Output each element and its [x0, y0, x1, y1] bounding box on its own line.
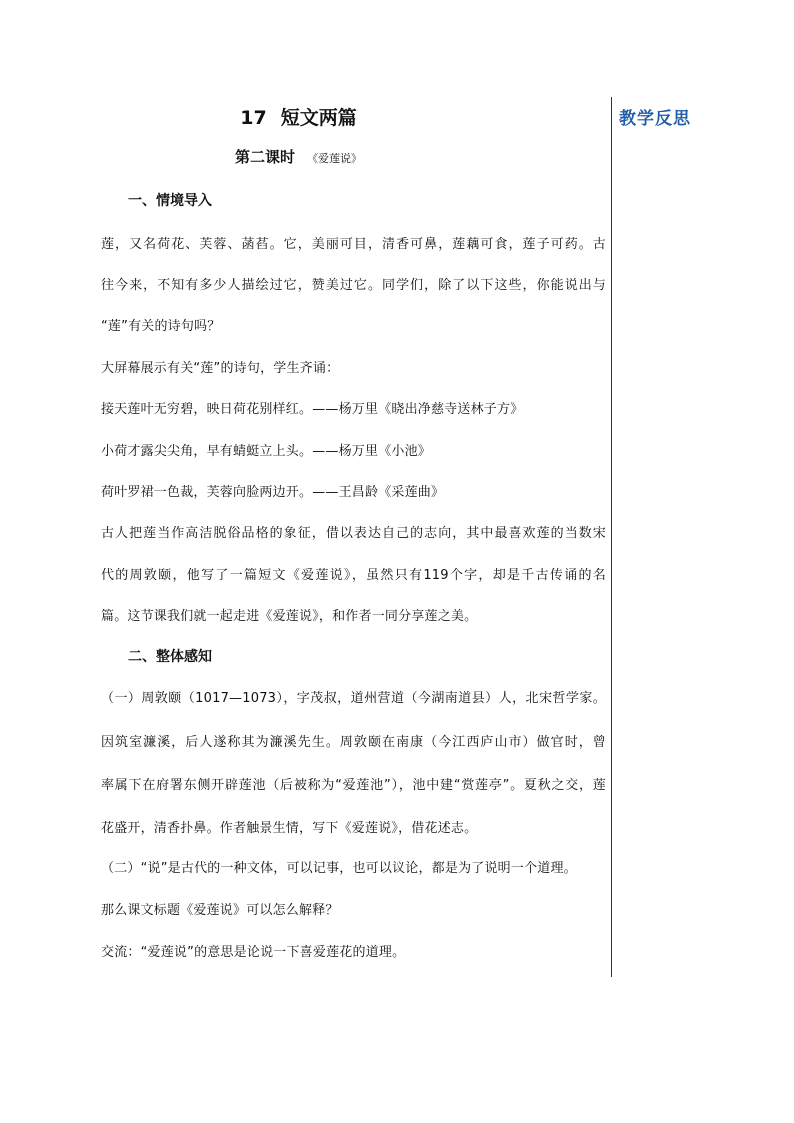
poem-line: 小荷才露尖尖角，早有蜻蜓立上头。——杨万里《小池》	[101, 444, 432, 459]
paragraph-line: 因筑室濂溪，后人遂称其为濂溪先生。周敦颐在南康（今江西庐山市）做官时，曾	[101, 735, 606, 750]
paragraph-line: “莲”有关的诗句吗？	[101, 319, 221, 334]
page-title	[101, 103, 496, 130]
paragraph-line: 那么课文标题《爱莲说》可以怎么解释？	[101, 903, 339, 918]
paragraph-line: 率属下在府署东侧开辟莲池（后被称为“爱莲池”），池中建“赏莲亭”。夏秋之交，莲	[101, 778, 606, 793]
paragraph-line: 莲，又名荷花、芙蓉、菡萏。它，美丽可目，清香可鼻，莲藕可食，莲子可药。古	[101, 237, 606, 252]
paragraph-line: （二）“说”是古代的一种文体，可以记事，也可以议论，都是为了说明一个道理。	[101, 861, 577, 876]
paragraph-line: （一）周敦颐（1017—1073），字茂叔，道州营道（今湖南道县）人，北宋哲学家。	[101, 691, 606, 706]
text-name: 《爱莲说》	[307, 152, 362, 165]
paragraph-line: 往今来，不知有多少人描绘过它，赞美过它。同学们，除了以下这些，你能说出与	[101, 278, 606, 293]
poem-line: 荷叶罗裙一色裁，芙蓉向脸两边开。——王昌龄《采莲曲》	[101, 485, 445, 500]
lesson-number: 17	[240, 107, 267, 129]
teaching-reflection-title: 教学反思	[619, 109, 691, 129]
lesson-period: 第二课时	[234, 148, 295, 166]
paragraph-line: 大屏幕展示有关“莲”的诗句，学生齐诵：	[101, 361, 340, 376]
poem-line: 接天莲叶无穷碧，映日荷花别样红。——杨万里《晓出净慈寺送林子方》	[101, 402, 524, 417]
column-divider	[611, 97, 612, 977]
page-subtitle	[101, 146, 496, 167]
paragraph-line: 古人把莲当作高洁脱俗品格的象征，借以表达自己的志向，其中最喜欢莲的当数宋	[101, 526, 606, 541]
lesson-title: 短文两篇	[280, 107, 357, 129]
section-heading-intro: 一、情境导入	[128, 193, 212, 209]
paragraph-line: 篇。这节课我们就一起走进《爱莲说》，和作者一同分享莲之美。	[101, 609, 478, 624]
section-heading-overview: 二、整体感知	[128, 649, 212, 665]
paragraph-line: 花盛开，清香扑鼻。作者触景生情，写下《爱莲说》，借花述志。	[101, 821, 478, 836]
paragraph-line: 代的周敦颐，他写了一篇短文《爱莲说》，虽然只有119个字，却是千古传诵的名	[101, 568, 606, 583]
paragraph-line: 交流：“爱莲说”的意思是论说一下喜爱莲花的道理。	[101, 945, 406, 960]
